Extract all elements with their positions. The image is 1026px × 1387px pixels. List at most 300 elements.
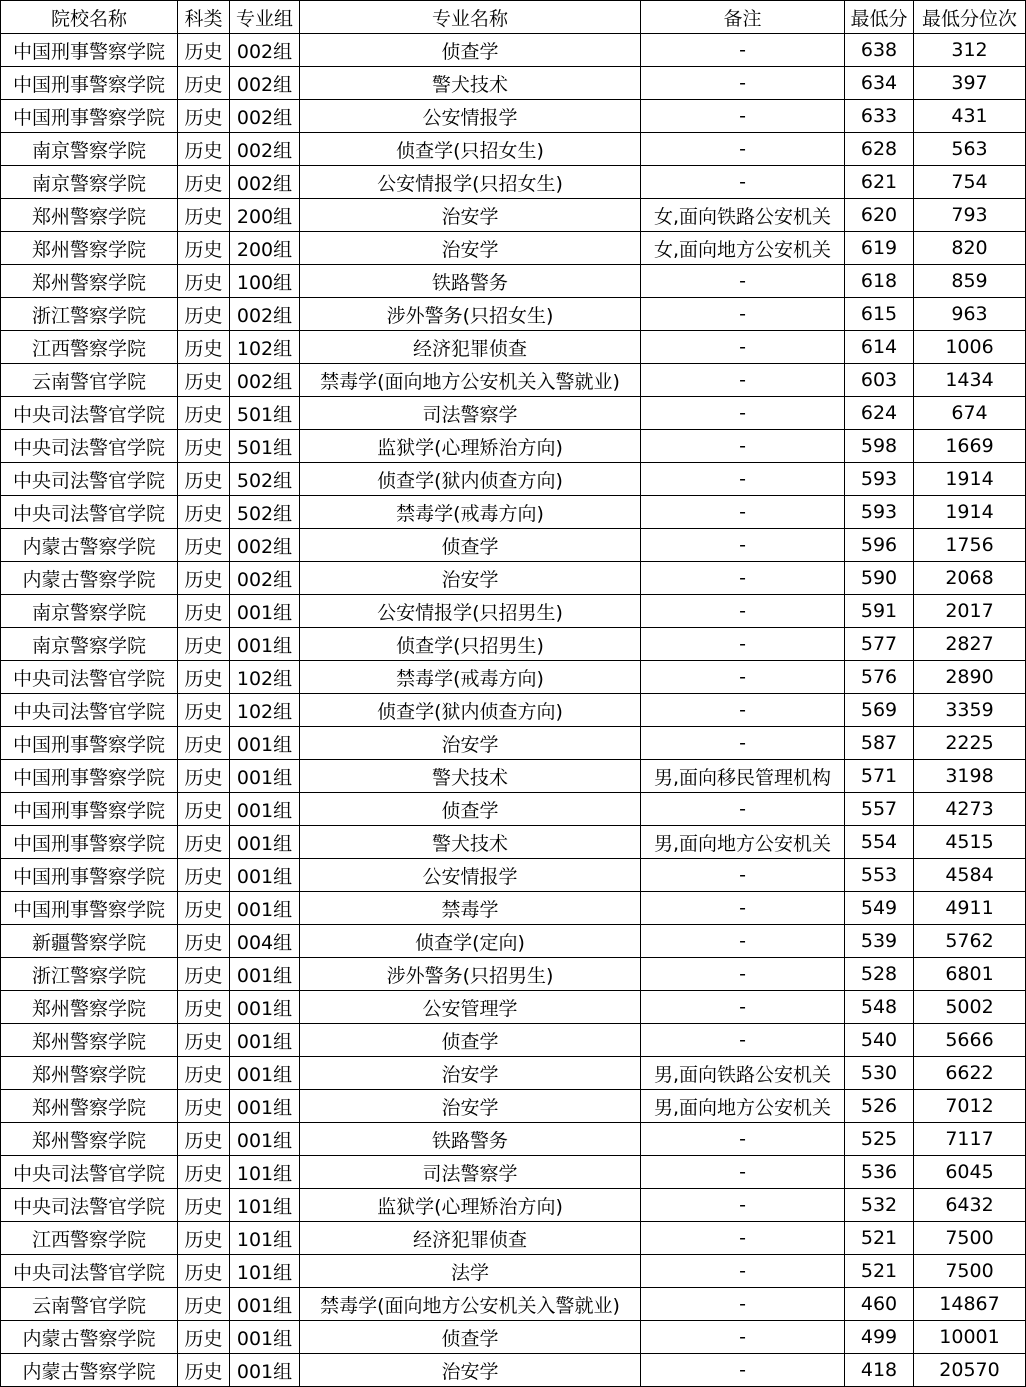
major-group-cell: 501组 (230, 430, 300, 463)
school-name-cell: 中国刑事警察学院 (1, 892, 178, 925)
table-row (1, 298, 1026, 331)
school-name-cell: 中央司法警官学院 (1, 1189, 178, 1222)
major-name-cell: 侦查学(定向) (300, 925, 641, 958)
table-row (1, 595, 1026, 628)
min-score-cell: 569 (845, 694, 914, 727)
subject-category-cell: 历史 (178, 166, 230, 199)
min-score-cell: 418 (845, 1354, 914, 1387)
table-row (1, 1354, 1026, 1387)
major-group-cell: 101组 (230, 1222, 300, 1255)
min-rank-cell: 3198 (914, 760, 1026, 793)
min-rank-cell: 3359 (914, 694, 1026, 727)
table-row (1, 331, 1026, 364)
major-group-cell: 102组 (230, 661, 300, 694)
min-score-cell: 577 (845, 628, 914, 661)
remarks-cell: - (641, 1189, 845, 1222)
major-name-cell: 公安情报学(只招女生) (300, 166, 641, 199)
major-group-cell: 102组 (230, 331, 300, 364)
school-name-cell: 云南警官学院 (1, 364, 178, 397)
min-rank-cell: 674 (914, 397, 1026, 430)
school-name-cell: 云南警官学院 (1, 1288, 178, 1321)
table-row (1, 991, 1026, 1024)
remarks-cell: - (641, 991, 845, 1024)
school-name-cell: 中国刑事警察学院 (1, 826, 178, 859)
school-name-cell: 新疆警察学院 (1, 925, 178, 958)
subject-category-cell: 历史 (178, 100, 230, 133)
school-name-cell: 中央司法警官学院 (1, 397, 178, 430)
school-name-cell: 中国刑事警察学院 (1, 793, 178, 826)
major-group-cell: 002组 (230, 67, 300, 100)
min-score-cell: 615 (845, 298, 914, 331)
school-name-cell: 中央司法警官学院 (1, 496, 178, 529)
min-score-cell: 521 (845, 1222, 914, 1255)
subject-category-cell: 历史 (178, 1057, 230, 1090)
min-score-cell: 614 (845, 331, 914, 364)
min-score-cell: 619 (845, 232, 914, 265)
remarks-cell: - (641, 265, 845, 298)
table-row (1, 265, 1026, 298)
major-group-cell: 100组 (230, 265, 300, 298)
remarks-cell: 男,面向地方公安机关 (641, 1090, 845, 1123)
remarks-cell: 男,面向地方公安机关 (641, 826, 845, 859)
major-name-cell: 侦查学 (300, 529, 641, 562)
min-rank-cell: 1434 (914, 364, 1026, 397)
school-name-cell: 郑州警察学院 (1, 232, 178, 265)
header-min-score: 最低分 (845, 1, 914, 34)
major-group-cell: 001组 (230, 1090, 300, 1123)
subject-category-cell: 历史 (178, 34, 230, 67)
min-score-cell: 571 (845, 760, 914, 793)
table-row (1, 430, 1026, 463)
remarks-cell: - (641, 1024, 845, 1057)
subject-category-cell: 历史 (178, 463, 230, 496)
min-rank-cell: 397 (914, 67, 1026, 100)
min-rank-cell: 4515 (914, 826, 1026, 859)
table-header (1, 1, 1026, 34)
major-group-cell: 002组 (230, 298, 300, 331)
major-group-cell: 001组 (230, 595, 300, 628)
header-min-rank: 最低分位次 (914, 1, 1026, 34)
subject-category-cell: 历史 (178, 199, 230, 232)
remarks-cell: 男,面向移民管理机构 (641, 760, 845, 793)
table-row (1, 232, 1026, 265)
min-score-cell: 554 (845, 826, 914, 859)
remarks-cell: - (641, 793, 845, 826)
remarks-cell: - (641, 364, 845, 397)
subject-category-cell: 历史 (178, 925, 230, 958)
major-name-cell: 公安情报学 (300, 859, 641, 892)
major-group-cell: 001组 (230, 793, 300, 826)
remarks-cell: - (641, 34, 845, 67)
subject-category-cell: 历史 (178, 265, 230, 298)
school-name-cell: 内蒙古警察学院 (1, 562, 178, 595)
remarks-cell: - (641, 1156, 845, 1189)
min-rank-cell: 793 (914, 199, 1026, 232)
table-row (1, 826, 1026, 859)
school-name-cell: 郑州警察学院 (1, 1057, 178, 1090)
remarks-cell: - (641, 496, 845, 529)
major-group-cell: 502组 (230, 496, 300, 529)
header-subject-category: 科类 (178, 1, 230, 34)
min-rank-cell: 10001 (914, 1321, 1026, 1354)
remarks-cell: 女,面向铁路公安机关 (641, 199, 845, 232)
subject-category-cell: 历史 (178, 496, 230, 529)
table-row (1, 925, 1026, 958)
table-body (1, 34, 1026, 1387)
min-score-cell: 591 (845, 595, 914, 628)
min-rank-cell: 312 (914, 34, 1026, 67)
school-name-cell: 浙江警察学院 (1, 298, 178, 331)
subject-category-cell: 历史 (178, 1024, 230, 1057)
min-rank-cell: 2068 (914, 562, 1026, 595)
min-rank-cell: 7012 (914, 1090, 1026, 1123)
min-score-cell: 540 (845, 1024, 914, 1057)
min-rank-cell: 6432 (914, 1189, 1026, 1222)
header-remarks: 备注 (641, 1, 845, 34)
major-group-cell: 002组 (230, 364, 300, 397)
table-row (1, 463, 1026, 496)
major-name-cell: 司法警察学 (300, 397, 641, 430)
major-group-cell: 002组 (230, 133, 300, 166)
min-rank-cell: 5666 (914, 1024, 1026, 1057)
min-rank-cell: 1006 (914, 331, 1026, 364)
subject-category-cell: 历史 (178, 133, 230, 166)
min-score-cell: 593 (845, 463, 914, 496)
table-row (1, 958, 1026, 991)
subject-category-cell: 历史 (178, 1321, 230, 1354)
major-name-cell: 侦查学 (300, 34, 641, 67)
table-row (1, 1090, 1026, 1123)
table-row (1, 694, 1026, 727)
min-score-cell: 499 (845, 1321, 914, 1354)
min-rank-cell: 5002 (914, 991, 1026, 1024)
min-score-cell: 587 (845, 727, 914, 760)
remarks-cell: - (641, 1321, 845, 1354)
min-rank-cell: 2890 (914, 661, 1026, 694)
min-rank-cell: 2827 (914, 628, 1026, 661)
major-name-cell: 司法警察学 (300, 1156, 641, 1189)
major-name-cell: 经济犯罪侦查 (300, 1222, 641, 1255)
major-name-cell: 侦查学 (300, 1321, 641, 1354)
school-name-cell: 中国刑事警察学院 (1, 67, 178, 100)
table-row (1, 1321, 1026, 1354)
remarks-cell: - (641, 892, 845, 925)
remarks-cell: - (641, 628, 845, 661)
remarks-cell: - (641, 1354, 845, 1387)
major-name-cell: 侦查学(只招男生) (300, 628, 641, 661)
min-score-cell: 634 (845, 67, 914, 100)
school-name-cell: 内蒙古警察学院 (1, 1354, 178, 1387)
major-group-cell: 002组 (230, 529, 300, 562)
table-row (1, 793, 1026, 826)
major-group-cell: 001组 (230, 727, 300, 760)
min-rank-cell: 6801 (914, 958, 1026, 991)
school-name-cell: 中央司法警官学院 (1, 694, 178, 727)
major-group-cell: 001组 (230, 1321, 300, 1354)
min-score-cell: 539 (845, 925, 914, 958)
remarks-cell: - (641, 133, 845, 166)
major-name-cell: 侦查学(狱内侦查方向) (300, 463, 641, 496)
min-score-cell: 526 (845, 1090, 914, 1123)
min-score-cell: 638 (845, 34, 914, 67)
school-name-cell: 郑州警察学院 (1, 199, 178, 232)
remarks-cell: - (641, 727, 845, 760)
subject-category-cell: 历史 (178, 628, 230, 661)
min-score-cell: 620 (845, 199, 914, 232)
subject-category-cell: 历史 (178, 397, 230, 430)
min-rank-cell: 2225 (914, 727, 1026, 760)
min-score-cell: 598 (845, 430, 914, 463)
min-score-cell: 618 (845, 265, 914, 298)
remarks-cell: - (641, 925, 845, 958)
subject-category-cell: 历史 (178, 1255, 230, 1288)
subject-category-cell: 历史 (178, 1288, 230, 1321)
table-row (1, 133, 1026, 166)
table-row (1, 760, 1026, 793)
subject-category-cell: 历史 (178, 1222, 230, 1255)
min-rank-cell: 1756 (914, 529, 1026, 562)
min-rank-cell: 5762 (914, 925, 1026, 958)
major-name-cell: 侦查学 (300, 1024, 641, 1057)
min-score-cell: 536 (845, 1156, 914, 1189)
min-rank-cell: 963 (914, 298, 1026, 331)
subject-category-cell: 历史 (178, 1123, 230, 1156)
min-score-cell: 603 (845, 364, 914, 397)
major-group-cell: 502组 (230, 463, 300, 496)
min-score-cell: 528 (845, 958, 914, 991)
major-group-cell: 001组 (230, 1024, 300, 1057)
table-row (1, 67, 1026, 100)
subject-category-cell: 历史 (178, 727, 230, 760)
remarks-cell: - (641, 859, 845, 892)
header-major-name: 专业名称 (300, 1, 641, 34)
major-group-cell: 200组 (230, 232, 300, 265)
header-row (1, 1, 1026, 34)
major-group-cell: 001组 (230, 1057, 300, 1090)
min-score-cell: 576 (845, 661, 914, 694)
remarks-cell: - (641, 1123, 845, 1156)
school-name-cell: 郑州警察学院 (1, 991, 178, 1024)
school-name-cell: 内蒙古警察学院 (1, 529, 178, 562)
remarks-cell: - (641, 166, 845, 199)
table-row (1, 1222, 1026, 1255)
subject-category-cell: 历史 (178, 859, 230, 892)
school-name-cell: 中央司法警官学院 (1, 463, 178, 496)
remarks-cell: - (641, 331, 845, 364)
subject-category-cell: 历史 (178, 430, 230, 463)
table-row (1, 562, 1026, 595)
table-row (1, 1189, 1026, 1222)
table-row (1, 199, 1026, 232)
major-name-cell: 治安学 (300, 232, 641, 265)
remarks-cell: 男,面向铁路公安机关 (641, 1057, 845, 1090)
min-score-cell: 525 (845, 1123, 914, 1156)
major-group-cell: 001组 (230, 892, 300, 925)
min-rank-cell: 563 (914, 133, 1026, 166)
school-name-cell: 南京警察学院 (1, 166, 178, 199)
major-name-cell: 经济犯罪侦查 (300, 331, 641, 364)
major-group-cell: 101组 (230, 1189, 300, 1222)
major-name-cell: 侦查学(只招女生) (300, 133, 641, 166)
major-group-cell: 001组 (230, 958, 300, 991)
min-rank-cell: 7500 (914, 1255, 1026, 1288)
major-name-cell: 侦查学(狱内侦查方向) (300, 694, 641, 727)
subject-category-cell: 历史 (178, 892, 230, 925)
min-score-cell: 460 (845, 1288, 914, 1321)
school-name-cell: 中央司法警官学院 (1, 661, 178, 694)
major-name-cell: 禁毒学 (300, 892, 641, 925)
school-name-cell: 郑州警察学院 (1, 1123, 178, 1156)
major-name-cell: 治安学 (300, 1057, 641, 1090)
min-rank-cell: 20570 (914, 1354, 1026, 1387)
table-row (1, 1156, 1026, 1189)
subject-category-cell: 历史 (178, 661, 230, 694)
school-name-cell: 内蒙古警察学院 (1, 1321, 178, 1354)
remarks-cell: - (641, 529, 845, 562)
remarks-cell: - (641, 298, 845, 331)
table-row (1, 1057, 1026, 1090)
subject-category-cell: 历史 (178, 1354, 230, 1387)
table-row (1, 628, 1026, 661)
major-name-cell: 警犬技术 (300, 760, 641, 793)
remarks-cell: - (641, 397, 845, 430)
min-score-cell: 633 (845, 100, 914, 133)
major-name-cell: 监狱学(心理矫治方向) (300, 430, 641, 463)
subject-category-cell: 历史 (178, 529, 230, 562)
header-major-group: 专业组 (230, 1, 300, 34)
major-name-cell: 铁路警务 (300, 1123, 641, 1156)
major-name-cell: 治安学 (300, 727, 641, 760)
min-score-cell: 557 (845, 793, 914, 826)
table-row (1, 364, 1026, 397)
major-name-cell: 公安情报学 (300, 100, 641, 133)
school-name-cell: 郑州警察学院 (1, 1090, 178, 1123)
min-rank-cell: 1914 (914, 496, 1026, 529)
min-rank-cell: 6045 (914, 1156, 1026, 1189)
remarks-cell: - (641, 562, 845, 595)
major-name-cell: 禁毒学(面向地方公安机关入警就业) (300, 1288, 641, 1321)
major-group-cell: 004组 (230, 925, 300, 958)
min-rank-cell: 820 (914, 232, 1026, 265)
remarks-cell: - (641, 430, 845, 463)
min-score-cell: 532 (845, 1189, 914, 1222)
major-group-cell: 200组 (230, 199, 300, 232)
subject-category-cell: 历史 (178, 1189, 230, 1222)
remarks-cell: - (641, 100, 845, 133)
table-row (1, 529, 1026, 562)
min-rank-cell: 7500 (914, 1222, 1026, 1255)
subject-category-cell: 历史 (178, 760, 230, 793)
remarks-cell: - (641, 661, 845, 694)
major-name-cell: 涉外警务(只招男生) (300, 958, 641, 991)
header-school-name: 院校名称 (1, 1, 178, 34)
school-name-cell: 中国刑事警察学院 (1, 859, 178, 892)
min-score-cell: 593 (845, 496, 914, 529)
min-rank-cell: 1669 (914, 430, 1026, 463)
major-name-cell: 法学 (300, 1255, 641, 1288)
min-score-cell: 521 (845, 1255, 914, 1288)
school-name-cell: 郑州警察学院 (1, 1024, 178, 1057)
min-rank-cell: 7117 (914, 1123, 1026, 1156)
subject-category-cell: 历史 (178, 562, 230, 595)
major-name-cell: 禁毒学(戒毒方向) (300, 661, 641, 694)
school-name-cell: 中央司法警官学院 (1, 1255, 178, 1288)
min-score-cell: 590 (845, 562, 914, 595)
major-group-cell: 001组 (230, 859, 300, 892)
min-score-cell: 624 (845, 397, 914, 430)
subject-category-cell: 历史 (178, 1090, 230, 1123)
major-name-cell: 治安学 (300, 562, 641, 595)
subject-category-cell: 历史 (178, 232, 230, 265)
table-row (1, 1024, 1026, 1057)
table-row (1, 661, 1026, 694)
major-group-cell: 102组 (230, 694, 300, 727)
school-name-cell: 南京警察学院 (1, 595, 178, 628)
remarks-cell: - (641, 463, 845, 496)
subject-category-cell: 历史 (178, 364, 230, 397)
min-rank-cell: 2017 (914, 595, 1026, 628)
min-score-cell: 553 (845, 859, 914, 892)
major-name-cell: 公安管理学 (300, 991, 641, 1024)
major-group-cell: 002组 (230, 166, 300, 199)
major-name-cell: 铁路警务 (300, 265, 641, 298)
major-group-cell: 001组 (230, 628, 300, 661)
remarks-cell: - (641, 1255, 845, 1288)
remarks-cell: 女,面向地方公安机关 (641, 232, 845, 265)
min-score-cell: 621 (845, 166, 914, 199)
school-name-cell: 中央司法警官学院 (1, 430, 178, 463)
school-name-cell: 中央司法警官学院 (1, 1156, 178, 1189)
min-score-cell: 628 (845, 133, 914, 166)
min-rank-cell: 754 (914, 166, 1026, 199)
min-rank-cell: 431 (914, 100, 1026, 133)
major-group-cell: 001组 (230, 991, 300, 1024)
subject-category-cell: 历史 (178, 1156, 230, 1189)
min-score-cell: 548 (845, 991, 914, 1024)
subject-category-cell: 历史 (178, 826, 230, 859)
major-group-cell: 501组 (230, 397, 300, 430)
table-row (1, 496, 1026, 529)
major-name-cell: 监狱学(心理矫治方向) (300, 1189, 641, 1222)
major-name-cell: 治安学 (300, 1354, 641, 1387)
major-group-cell: 002组 (230, 34, 300, 67)
remarks-cell: - (641, 595, 845, 628)
min-rank-cell: 1914 (914, 463, 1026, 496)
major-group-cell: 001组 (230, 1354, 300, 1387)
table-row (1, 892, 1026, 925)
subject-category-cell: 历史 (178, 991, 230, 1024)
min-rank-cell: 4584 (914, 859, 1026, 892)
major-name-cell: 涉外警务(只招女生) (300, 298, 641, 331)
remarks-cell: - (641, 694, 845, 727)
min-rank-cell: 4911 (914, 892, 1026, 925)
major-group-cell: 001组 (230, 826, 300, 859)
school-name-cell: 中国刑事警察学院 (1, 760, 178, 793)
subject-category-cell: 历史 (178, 298, 230, 331)
subject-category-cell: 历史 (178, 958, 230, 991)
major-group-cell: 002组 (230, 100, 300, 133)
major-group-cell: 101组 (230, 1255, 300, 1288)
school-name-cell: 浙江警察学院 (1, 958, 178, 991)
school-name-cell: 中国刑事警察学院 (1, 100, 178, 133)
table-row (1, 1123, 1026, 1156)
min-score-cell: 549 (845, 892, 914, 925)
major-name-cell: 禁毒学(戒毒方向) (300, 496, 641, 529)
major-name-cell: 警犬技术 (300, 67, 641, 100)
min-rank-cell: 14867 (914, 1288, 1026, 1321)
major-name-cell: 侦查学 (300, 793, 641, 826)
min-rank-cell: 6622 (914, 1057, 1026, 1090)
